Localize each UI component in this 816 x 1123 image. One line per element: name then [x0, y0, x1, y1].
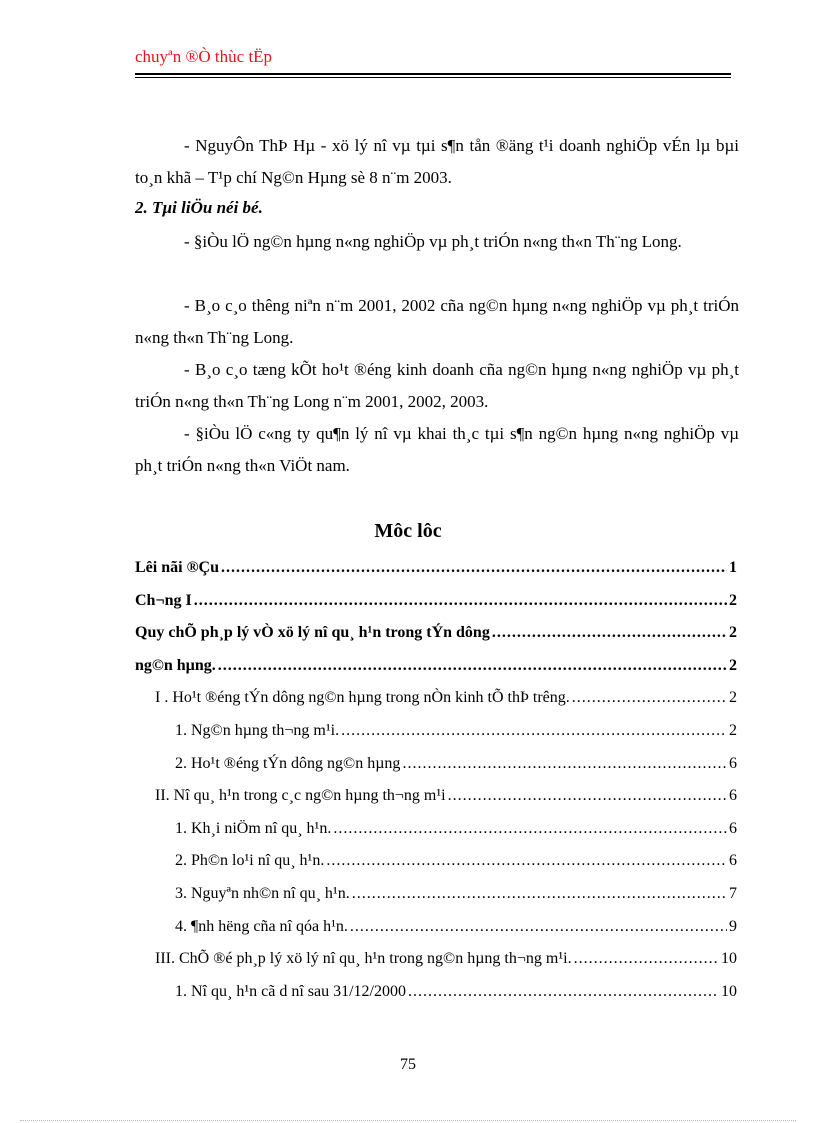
reference-paragraph-1: - NguyÔn ThÞ Hµ - xö lý nî vµ tµi s¶n tån ®äng t¹i doanh nghiÖp vÉn lµ bµi to¸n khã – T¹p chí Ng©n Hµng sè 8 n¨m 2003. [135, 136, 739, 187]
toc-entry[interactable]: III. ChÕ ®é ph¸p lý xö lý nî qu¸ h¹n trong ng©n hµng th¬ng m¹i. ..... 10 [135, 943, 737, 976]
page-bottom-border [20, 1120, 796, 1121]
toc-entry[interactable]: 1. Ng©n hµng th¬ng m¹i. ..... 2 [135, 715, 737, 748]
section-heading-internal-docs: 2. Tµi liÖu néi bé. [135, 198, 263, 217]
toc-entry[interactable]: 4. ¶nh hëng cña nî qóa h¹n. ..... 9 [135, 911, 737, 944]
reference-paragraph-3: - B¸o c¸o thêng niªn n¨m 2001, 2002 cña ng©n hµng n«ng nghiÖp vµ ph¸t triÓn n«ng th«n Th¨ng Long. [135, 296, 739, 347]
reference-paragraph-4: - B¸o c¸o tæng kÕt ho¹t ®éng kinh doanh cña ng©n hµng n«ng nghiÖp vµ ph¸t triÓn n«ng th«n Th¨ng Long n¨m 2001, 2002, 2003. [135, 360, 739, 411]
toc-entry[interactable]: II. Nî qu¸ h¹n trong c¸c ng©n hµng th¬ng m¹i ..... 6 [135, 780, 737, 813]
running-header: chuyªn ®Ò thùc tËp [135, 47, 273, 66]
header-rule-thin [135, 77, 731, 78]
toc-title: Môc lôc [374, 520, 442, 542]
toc-entry[interactable]: Quy chÕ ph¸p lý vÒ xö lý nî qu¸ h¹n trong tÝn dông ..... 2 [135, 617, 737, 650]
reference-paragraph-5: - §iÒu lÖ c«ng ty qu¶n lý nî vµ khai th¸c tµi s¶n ng©n hµng n«ng nghiÖp vµ ph¸t triÓn n«ng th«n ViÖt nam. [135, 424, 739, 475]
toc-entry[interactable]: 2. Ph©n lo¹i nî qu¸ h¹n. ..... 6 [135, 845, 737, 878]
reference-paragraph-2: - §iÒu lÖ ng©n hµng n«ng nghiÖp vµ ph¸t triÓn n«ng th«n Th¨ng Long. [184, 232, 682, 251]
toc-entry[interactable]: Ch¬ng I ..... 2 [135, 585, 737, 618]
toc-entry[interactable]: 2. Ho¹t ®éng tÝn dông ng©n hµng ..... 6 [135, 748, 737, 781]
table-of-contents [135, 552, 737, 1008]
toc-entry[interactable]: 3. Nguyªn nh©n nî qu¸ h¹n. ..... 7 [135, 878, 737, 911]
toc-entry[interactable]: 1. Kh¸i niÖm nî qu¸ h¹n. ..... 6 [135, 813, 737, 846]
toc-entry[interactable]: 1. Nî qu¸ h¹n cã d nî sau 31/12/2000 ..... 10 [135, 976, 737, 1009]
page-number: 75 [400, 1056, 416, 1073]
toc-entry[interactable]: ng©n hµng. ..... 2 [135, 650, 737, 683]
toc-entry[interactable]: Lêi nãi ®Çu ..... 1 [135, 552, 737, 585]
header-rule-thick [135, 73, 731, 75]
toc-entry[interactable]: I . Ho¹t ®éng tÝn dông ng©n hµng trong nÒn kinh tÕ thÞ trêng. ..... 2 [135, 682, 737, 715]
